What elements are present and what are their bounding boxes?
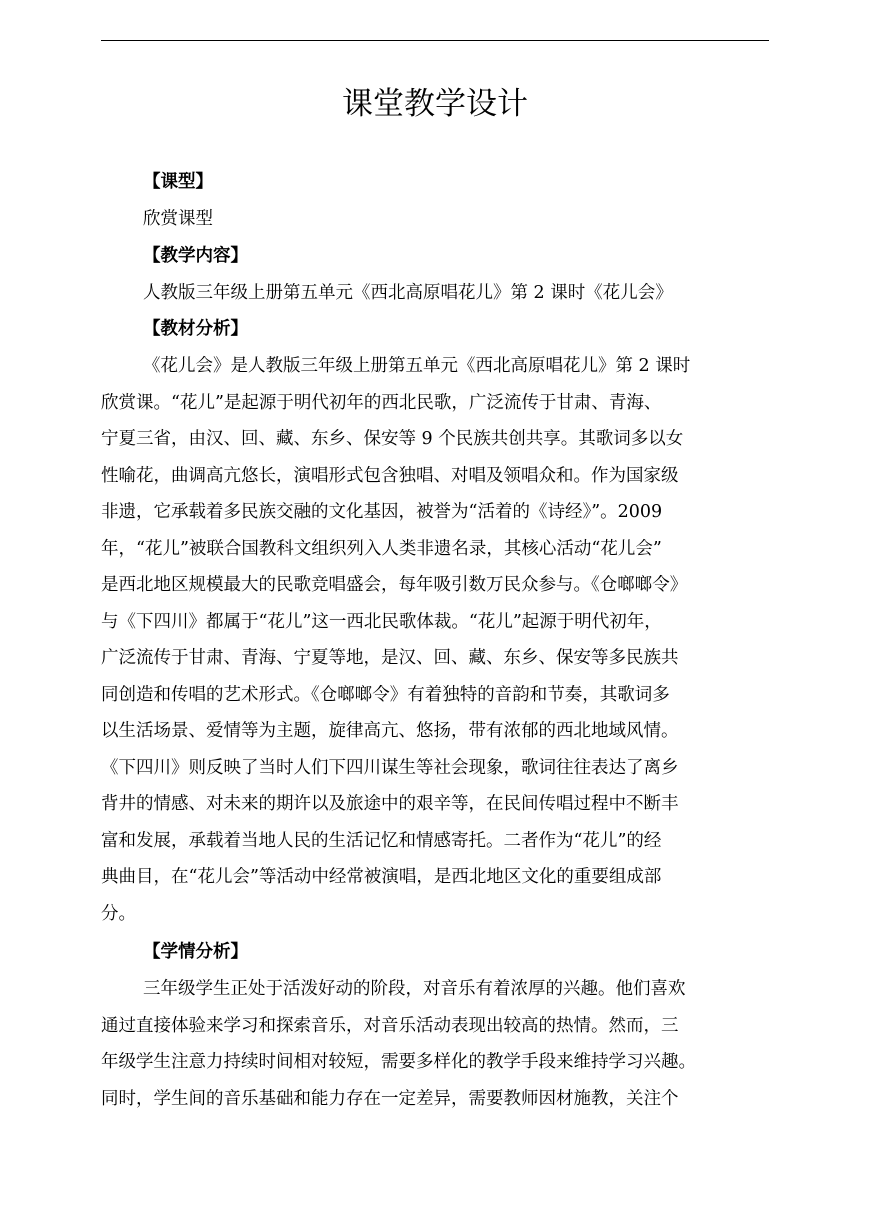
paragraph-line: 富和发展，承载着当地人民的生活记忆和情感寄托。二者作为“花儿”的经 [101, 830, 662, 851]
paragraph-line: 非遗，它承载着多民族交融的文化基因，被誉为“活着的《诗经》”。2009 [101, 502, 663, 522]
paragraph-line: 《花儿会》是人教版三年级上册第五单元《西北高原唱花儿》第 2 课时 [143, 356, 691, 376]
page-title: 课堂教学设计 [342, 86, 528, 122]
paragraph-line: 是西北地区规模最大的民歌竞唱盛会，每年吸引数万民众参与。《仓啷啷令》 [101, 575, 688, 595]
paragraph-line: 同时，学生间的音乐基础和能力存在一定差异，需要教师因材施教，关注个 [101, 1088, 679, 1109]
paragraph-line: 年级学生注意力持续时间相对较短，需要多样化的教学手段来维持学习兴趣。 [101, 1052, 696, 1072]
paragraph-line: 人教版三年级上册第五单元《西北高原唱花儿》第 2 课时《花儿会》 [143, 282, 673, 303]
paragraph-line: 年，“花儿”被联合国教科文组织列入人类非遗名录，其核心活动“花儿会” [101, 538, 662, 559]
paragraph-line: 典曲目，在“花儿会”等活动中经常被演唱，是西北地区文化的重要组成部 [101, 867, 662, 887]
paragraph-line: 性喻花，曲调高亢悠长，演唱形式包含独唱、对唱及领唱众和。作为国家级 [101, 465, 679, 486]
section-heading-teaching-content: 【教学内容】 [143, 245, 248, 266]
paragraph-line: 背井的情感、对未来的期许以及旅途中的艰辛等，在民间传唱过程中不断丰 [101, 794, 679, 814]
paragraph-line: 《下四川》则反映了当时人们下四川谋生等社会现象，歌词往往表达了离乡 [101, 757, 679, 778]
section-heading-course-type: 【课型】 [143, 172, 213, 192]
paragraph-line: 分。 [101, 903, 136, 924]
paragraph-line: 欣赏课。“花儿”是起源于明代初年的西北民歌，广泛流传于甘肃、青海、 [101, 392, 662, 413]
header-rule [101, 40, 769, 41]
paragraph-line: 同创造和传唱的艺术形式。《仓啷啷令》有着独特的音韵和节奏，其歌词多 [101, 684, 670, 705]
paragraph-line: 宁夏三省，由汉、回、藏、东乡、保安等 9 个民族共创共享。其歌词多以女 [101, 429, 684, 449]
paragraph-line: 广泛流传于甘肃、青海、宁夏等地，是汉、回、藏、东乡、保安等多民族共 [101, 648, 679, 668]
paragraph-line: 以生活场景、爱情等为主题，旋律高亢、悠扬，带有浓郁的西北地域风情。 [101, 721, 679, 741]
section-heading-material-analysis: 【教材分析】 [143, 319, 248, 339]
section-heading-student-analysis: 【学情分析】 [143, 942, 248, 962]
paragraph-line: 三年级学生正处于活泼好动的阶段，对音乐有着浓厚的兴趣。他们喜欢 [143, 979, 686, 999]
paragraph-line: 欣赏课型 [143, 209, 213, 229]
paragraph-line: 与《下四川》都属于“花儿”这一西北民歌体裁。“花儿”起源于明代初年， [101, 611, 662, 632]
document-body [101, 164, 773, 1117]
paragraph-line: 通过直接体验来学习和探索音乐，对音乐活动表现出较高的热情。然而，三 [101, 1015, 679, 1036]
